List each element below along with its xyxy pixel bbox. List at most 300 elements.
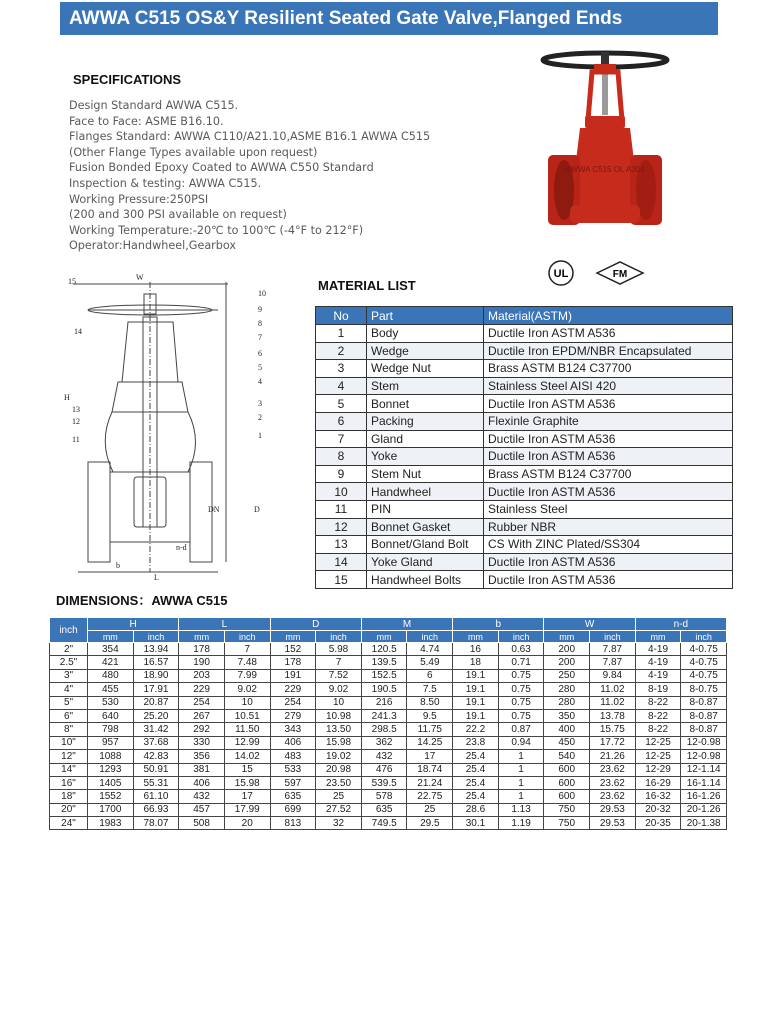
- material-cell-material: Ductile Iron EPDM/NBR Encapsulated: [484, 342, 733, 360]
- callout-label: 6: [258, 349, 262, 358]
- dim-value-cell: 432: [361, 750, 407, 763]
- dim-value-cell: 483: [270, 750, 316, 763]
- material-cell-material: Rubber NBR: [484, 518, 733, 536]
- dim-value-cell: 27.52: [316, 803, 362, 816]
- dim-value-cell: 600: [544, 790, 590, 803]
- dim-value-cell: 16-1.14: [681, 776, 727, 789]
- material-row: [316, 448, 733, 466]
- dim-row: [50, 750, 727, 763]
- dim-value-cell: 61.10: [133, 790, 179, 803]
- dim-size-cell: 2": [50, 643, 88, 656]
- dim-value-cell: 30.1: [453, 817, 499, 830]
- dim-size-cell: 10": [50, 736, 88, 749]
- dim-row: [50, 709, 727, 722]
- dim-value-cell: 4-19: [635, 643, 681, 656]
- dim-size-cell: 20": [50, 803, 88, 816]
- dim-value-cell: 250: [544, 669, 590, 682]
- dim-value-cell: 10.98: [316, 709, 362, 722]
- material-cell-no: 10: [316, 483, 367, 501]
- dim-group-header: D: [270, 618, 361, 631]
- dim-value-cell: 254: [179, 696, 225, 709]
- material-cell-no: 15: [316, 571, 367, 589]
- material-row: [316, 377, 733, 395]
- dim-value-cell: 21.24: [407, 776, 453, 789]
- dim-value-cell: 152.5: [361, 669, 407, 682]
- dim-unit-header: inch: [224, 631, 270, 643]
- dim-value-cell: 18.90: [133, 669, 179, 682]
- material-row: [316, 483, 733, 501]
- dim-value-cell: 8-22: [635, 723, 681, 736]
- material-cell-part: Bonnet: [367, 395, 484, 413]
- dim-value-cell: 14.02: [224, 750, 270, 763]
- callout-label: 8: [258, 319, 262, 328]
- dim-value-cell: 31.42: [133, 723, 179, 736]
- dim-value-cell: 200: [544, 656, 590, 669]
- certification-logos: [545, 258, 655, 288]
- dim-value-cell: 12.99: [224, 736, 270, 749]
- dim-unit-header: mm: [179, 631, 225, 643]
- callout-label: 7: [258, 333, 262, 342]
- dim-value-cell: 22.75: [407, 790, 453, 803]
- dim-value-cell: 190.5: [361, 683, 407, 696]
- callout-label: 9: [258, 305, 262, 314]
- dim-value-cell: 640: [88, 709, 134, 722]
- dim-value-cell: 0.75: [498, 669, 544, 682]
- dim-value-cell: 203: [179, 669, 225, 682]
- dim-value-cell: 1: [498, 750, 544, 763]
- dim-value-cell: 8-0.87: [681, 696, 727, 709]
- dim-value-cell: 216: [361, 696, 407, 709]
- material-cell-material: Ductile Iron ASTM A536: [484, 430, 733, 448]
- spec-line: Working Temperature:-20℃ to 100℃ (-4°F to 212°F): [69, 223, 364, 237]
- dim-value-cell: 813: [270, 817, 316, 830]
- dim-value-cell: 8-22: [635, 709, 681, 722]
- dim-value-cell: 9.5: [407, 709, 453, 722]
- dim-value-cell: 15.75: [590, 723, 636, 736]
- dim-value-cell: 10: [316, 696, 362, 709]
- dim-value-cell: 139.5: [361, 656, 407, 669]
- material-cell-no: 8: [316, 448, 367, 466]
- dim-value-cell: 7: [224, 643, 270, 656]
- dim-value-cell: 17: [224, 790, 270, 803]
- dim-value-cell: 280: [544, 683, 590, 696]
- dim-row: [50, 817, 727, 830]
- material-cell-material: Brass ASTM B124 C37700: [484, 465, 733, 483]
- dim-value-cell: 28.6: [453, 803, 499, 816]
- dim-value-cell: 178: [179, 643, 225, 656]
- dim-value-cell: 191: [270, 669, 316, 682]
- dim-group-header: b: [453, 618, 544, 631]
- dim-value-cell: 432: [179, 790, 225, 803]
- dim-value-cell: 23.62: [590, 763, 636, 776]
- dim-value-cell: 18.74: [407, 763, 453, 776]
- dim-value-cell: 292: [179, 723, 225, 736]
- dim-value-cell: 13.94: [133, 643, 179, 656]
- spec-line: Inspection & testing: AWWA C515.: [69, 176, 262, 190]
- dim-row: [50, 669, 727, 682]
- dim-value-cell: 16.57: [133, 656, 179, 669]
- dim-value-cell: 55.31: [133, 776, 179, 789]
- dim-value-cell: 18: [453, 656, 499, 669]
- material-cell-part: Stem: [367, 377, 484, 395]
- dim-row: [50, 736, 727, 749]
- dim-value-cell: 7.99: [224, 669, 270, 682]
- material-cell-part: Body: [367, 325, 484, 343]
- callout-label: 14: [74, 327, 82, 336]
- dim-value-cell: 455: [88, 683, 134, 696]
- material-cell-material: Ductile Iron ASTM A536: [484, 483, 733, 501]
- dim-value-cell: 25.20: [133, 709, 179, 722]
- dim-value-cell: 279: [270, 709, 316, 722]
- dim-value-cell: 23.50: [316, 776, 362, 789]
- dim-value-cell: 1700: [88, 803, 134, 816]
- specifications-list: [69, 98, 529, 254]
- dim-value-cell: 13.78: [590, 709, 636, 722]
- material-cell-material: Flexinle Graphite: [484, 412, 733, 430]
- dim-value-cell: 21.26: [590, 750, 636, 763]
- dim-value-cell: 6: [407, 669, 453, 682]
- dim-value-cell: 25: [407, 803, 453, 816]
- callout-label: 12: [72, 417, 80, 426]
- dim-value-cell: 480: [88, 669, 134, 682]
- dim-value-cell: 20-35: [635, 817, 681, 830]
- dim-value-cell: 635: [270, 790, 316, 803]
- material-cell-part: Stem Nut: [367, 465, 484, 483]
- material-cell-material: Stainless Steel: [484, 500, 733, 518]
- dim-value-cell: 280: [544, 696, 590, 709]
- dim-value-cell: 7.52: [316, 669, 362, 682]
- dim-unit-header-row: [50, 631, 727, 643]
- dim-size-cell: 2.5": [50, 656, 88, 669]
- dim-value-cell: 66.93: [133, 803, 179, 816]
- dim-value-cell: 10.51: [224, 709, 270, 722]
- material-cell-part: Handwheel: [367, 483, 484, 501]
- dim-value-cell: 8-0.87: [681, 723, 727, 736]
- dim-size-cell: 16": [50, 776, 88, 789]
- dim-value-cell: 19.1: [453, 709, 499, 722]
- dim-value-cell: 4-0.75: [681, 656, 727, 669]
- dim-value-cell: 254: [270, 696, 316, 709]
- dim-value-cell: 4-0.75: [681, 669, 727, 682]
- material-cell-part: Wedge Nut: [367, 360, 484, 378]
- dim-value-cell: 12-25: [635, 736, 681, 749]
- material-cell-material: Brass ASTM B124 C37700: [484, 360, 733, 378]
- dim-value-cell: 19.1: [453, 696, 499, 709]
- material-row: [316, 518, 733, 536]
- dim-value-cell: 362: [361, 736, 407, 749]
- dim-value-cell: 421: [88, 656, 134, 669]
- dim-value-cell: 15.98: [316, 736, 362, 749]
- material-cell-no: 11: [316, 500, 367, 518]
- dim-value-cell: 37.68: [133, 736, 179, 749]
- dim-group-header: H: [88, 618, 179, 631]
- material-cell-part: Handwheel Bolts: [367, 571, 484, 589]
- material-cell-material: Stainless Steel AISI 420: [484, 377, 733, 395]
- material-cell-part: Wedge: [367, 342, 484, 360]
- dim-value-cell: 508: [179, 817, 225, 830]
- dim-value-cell: 25.4: [453, 776, 499, 789]
- spec-line: Operator:Handwheel,Gearbox: [69, 239, 237, 253]
- dim-value-cell: 20-1.26: [681, 803, 727, 816]
- dim-unit-header: mm: [453, 631, 499, 643]
- dim-group-header: n-d: [635, 618, 726, 631]
- ul-logo-text: UL: [553, 268, 569, 280]
- dim-value-cell: 356: [179, 750, 225, 763]
- material-cell-no: 4: [316, 377, 367, 395]
- dim-value-cell: 450: [544, 736, 590, 749]
- dim-value-cell: 17.99: [224, 803, 270, 816]
- dim-value-cell: 600: [544, 763, 590, 776]
- valve-marking: AWWA C515 OL A304: [565, 165, 645, 174]
- dim-unit-header: inch: [498, 631, 544, 643]
- header-part: Part: [367, 307, 484, 325]
- material-cell-material: Ductile Iron ASTM A536: [484, 395, 733, 413]
- dim-value-cell: 25: [316, 790, 362, 803]
- dim-value-cell: 578: [361, 790, 407, 803]
- material-cell-material: Ductile Iron ASTM A536: [484, 325, 733, 343]
- dim-value-cell: 4-19: [635, 669, 681, 682]
- dim-value-cell: 7.87: [590, 656, 636, 669]
- dim-value-cell: 13.50: [316, 723, 362, 736]
- dim-unit-header: inch: [316, 631, 362, 643]
- dim-value-cell: 635: [361, 803, 407, 816]
- dim-value-cell: 1.19: [498, 817, 544, 830]
- dim-value-cell: 699: [270, 803, 316, 816]
- dim-value-cell: 29.5: [407, 817, 453, 830]
- material-cell-material: Ductile Iron ASTM A536: [484, 553, 733, 571]
- dim-value-cell: 50.91: [133, 763, 179, 776]
- dim-value-cell: 4-19: [635, 656, 681, 669]
- dim-value-cell: 20: [224, 817, 270, 830]
- page-title: AWWA C515 OS&Y Resilient Seated Gate Valve,Flanged Ends: [60, 2, 718, 35]
- dim-unit-header: mm: [270, 631, 316, 643]
- dim-value-cell: 20-32: [635, 803, 681, 816]
- dim-unit-header: inch: [681, 631, 727, 643]
- material-cell-no: 6: [316, 412, 367, 430]
- dim-value-cell: 1293: [88, 763, 134, 776]
- dim-value-cell: 42.83: [133, 750, 179, 763]
- callout-label: 10: [258, 289, 266, 298]
- dim-value-cell: 330: [179, 736, 225, 749]
- dim-size-cell: 18": [50, 790, 88, 803]
- material-row: [316, 342, 733, 360]
- callout-label: 1: [258, 431, 262, 440]
- dim-value-cell: 7.87: [590, 643, 636, 656]
- dim-value-cell: 11.50: [224, 723, 270, 736]
- dim-unit-header: mm: [635, 631, 681, 643]
- material-cell-no: 12: [316, 518, 367, 536]
- dim-value-cell: 19.1: [453, 669, 499, 682]
- dim-value-cell: 241.3: [361, 709, 407, 722]
- dim-size-cell: 8": [50, 723, 88, 736]
- dim-value-cell: 381: [179, 763, 225, 776]
- dimensions-table: [49, 617, 727, 830]
- gate-valve-image: [530, 40, 680, 260]
- dim-value-cell: 530: [88, 696, 134, 709]
- dim-value-cell: 200: [544, 643, 590, 656]
- drawing-dim-dn: DN: [208, 505, 220, 514]
- dim-value-cell: 16: [453, 643, 499, 656]
- dim-row: [50, 803, 727, 816]
- dim-size-cell: 5": [50, 696, 88, 709]
- callout-label: 15: [68, 277, 76, 286]
- header-material: Material(ASTM): [484, 307, 733, 325]
- dim-value-cell: 20-1.38: [681, 817, 727, 830]
- dim-value-cell: 178: [270, 656, 316, 669]
- material-cell-no: 7: [316, 430, 367, 448]
- material-cell-material: Ductile Iron ASTM A536: [484, 571, 733, 589]
- dim-value-cell: 17.72: [590, 736, 636, 749]
- material-row: [316, 412, 733, 430]
- spec-line: (Other Flange Types available upon request): [69, 145, 318, 159]
- material-row: [316, 465, 733, 483]
- material-cell-part: Packing: [367, 412, 484, 430]
- dim-value-cell: 1: [498, 776, 544, 789]
- dim-value-cell: 23.62: [590, 790, 636, 803]
- dim-value-cell: 0.75: [498, 683, 544, 696]
- dim-value-cell: 400: [544, 723, 590, 736]
- dim-row: [50, 683, 727, 696]
- drawing-dim-l: L: [154, 573, 159, 582]
- dim-value-cell: 406: [270, 736, 316, 749]
- dim-value-cell: 0.87: [498, 723, 544, 736]
- fm-logo-text: FM: [612, 269, 628, 280]
- drawing-dim-b: b: [116, 561, 120, 570]
- dim-unit-header: mm: [88, 631, 134, 643]
- dim-value-cell: 120.5: [361, 643, 407, 656]
- dim-size-cell: 12": [50, 750, 88, 763]
- dim-value-cell: 8-19: [635, 683, 681, 696]
- callout-label: 5: [258, 363, 262, 372]
- dim-value-cell: 7.48: [224, 656, 270, 669]
- dim-value-cell: 539.5: [361, 776, 407, 789]
- dim-value-cell: 12-0.98: [681, 736, 727, 749]
- material-cell-material: CS With ZINC Plated/SS304: [484, 536, 733, 554]
- dim-value-cell: 7.5: [407, 683, 453, 696]
- material-row: [316, 536, 733, 554]
- dim-value-cell: 12-0.98: [681, 750, 727, 763]
- dim-value-cell: 15: [224, 763, 270, 776]
- dim-value-cell: 1: [498, 763, 544, 776]
- dim-value-cell: 1983: [88, 817, 134, 830]
- dim-value-cell: 23.8: [453, 736, 499, 749]
- dim-row: [50, 790, 727, 803]
- dim-value-cell: 16-1.26: [681, 790, 727, 803]
- spec-line: Fusion Bonded Epoxy Coated to AWWA C550 Standard: [69, 161, 374, 175]
- dim-value-cell: 798: [88, 723, 134, 736]
- dim-size-cell: 24": [50, 817, 88, 830]
- callout-label: 3: [258, 399, 262, 408]
- material-cell-part: Bonnet/Gland Bolt: [367, 536, 484, 554]
- dim-value-cell: 597: [270, 776, 316, 789]
- dim-value-cell: 1405: [88, 776, 134, 789]
- callout-label: 4: [258, 377, 262, 386]
- callout-label: 13: [72, 405, 80, 414]
- dim-value-cell: 78.07: [133, 817, 179, 830]
- dim-value-cell: 476: [361, 763, 407, 776]
- dim-value-cell: 29.53: [590, 817, 636, 830]
- dim-unit-header: inch: [590, 631, 636, 643]
- dim-size-cell: 4": [50, 683, 88, 696]
- material-header-row: [316, 307, 733, 325]
- dim-group-header: W: [544, 618, 635, 631]
- dim-value-cell: 8-0.75: [681, 683, 727, 696]
- dim-value-cell: 750: [544, 817, 590, 830]
- dim-value-cell: 0.75: [498, 696, 544, 709]
- material-cell-no: 1: [316, 325, 367, 343]
- dim-value-cell: 25.4: [453, 763, 499, 776]
- dim-value-cell: 267: [179, 709, 225, 722]
- dim-value-cell: 406: [179, 776, 225, 789]
- dim-group-header: M: [361, 618, 452, 631]
- dim-size-cell: 3": [50, 669, 88, 682]
- dim-value-cell: 19.02: [316, 750, 362, 763]
- dim-value-cell: 190: [179, 656, 225, 669]
- dim-unit-header: mm: [544, 631, 590, 643]
- dim-row: [50, 696, 727, 709]
- dim-value-cell: 22.2: [453, 723, 499, 736]
- material-cell-part: Gland: [367, 430, 484, 448]
- material-row: [316, 395, 733, 413]
- dim-value-cell: 540: [544, 750, 590, 763]
- dim-group-header: L: [179, 618, 270, 631]
- dim-row: [50, 776, 727, 789]
- spec-line: Design Standard AWWA C515.: [69, 99, 239, 112]
- material-cell-no: 2: [316, 342, 367, 360]
- dim-value-cell: 20.87: [133, 696, 179, 709]
- dim-value-cell: 0.75: [498, 709, 544, 722]
- dim-value-cell: 749.5: [361, 817, 407, 830]
- dim-value-cell: 9.84: [590, 669, 636, 682]
- header-no: No: [316, 307, 367, 325]
- dim-value-cell: 17.91: [133, 683, 179, 696]
- dim-value-cell: 1088: [88, 750, 134, 763]
- dim-value-cell: 12-25: [635, 750, 681, 763]
- dim-value-cell: 10: [224, 696, 270, 709]
- dim-value-cell: 17: [407, 750, 453, 763]
- spec-line: Face to Face: ASME B16.10.: [69, 114, 224, 128]
- spec-line: (200 and 300 PSI available on request): [69, 208, 287, 222]
- dim-value-cell: 4.74: [407, 643, 453, 656]
- dim-value-cell: 16-32: [635, 790, 681, 803]
- specifications-heading: SPECIFICATIONS: [73, 72, 182, 87]
- dim-value-cell: 11.75: [407, 723, 453, 736]
- dim-value-cell: 23.62: [590, 776, 636, 789]
- dim-value-cell: 0.94: [498, 736, 544, 749]
- material-cell-material: Ductile Iron ASTM A536: [484, 448, 733, 466]
- material-row: [316, 553, 733, 571]
- dim-value-cell: 29.53: [590, 803, 636, 816]
- material-list-heading: MATERIAL LIST: [318, 278, 416, 293]
- dim-value-cell: 5.98: [316, 643, 362, 656]
- dim-value-cell: 8.50: [407, 696, 453, 709]
- dim-unit-header: mm: [361, 631, 407, 643]
- dim-row: [50, 763, 727, 776]
- dim-value-cell: 229: [270, 683, 316, 696]
- material-row: [316, 360, 733, 378]
- dim-value-cell: 9.02: [316, 683, 362, 696]
- dim-value-cell: 16-29: [635, 776, 681, 789]
- dim-value-cell: 0.71: [498, 656, 544, 669]
- dim-value-cell: 600: [544, 776, 590, 789]
- dim-value-cell: 12-29: [635, 763, 681, 776]
- spec-line: Working Pressure:250PSI: [69, 192, 209, 206]
- dim-value-cell: 1552: [88, 790, 134, 803]
- dim-value-cell: 20.98: [316, 763, 362, 776]
- dim-value-cell: 25.4: [453, 790, 499, 803]
- dim-value-cell: 7: [316, 656, 362, 669]
- drawing-dim-nd: n-d: [176, 543, 187, 552]
